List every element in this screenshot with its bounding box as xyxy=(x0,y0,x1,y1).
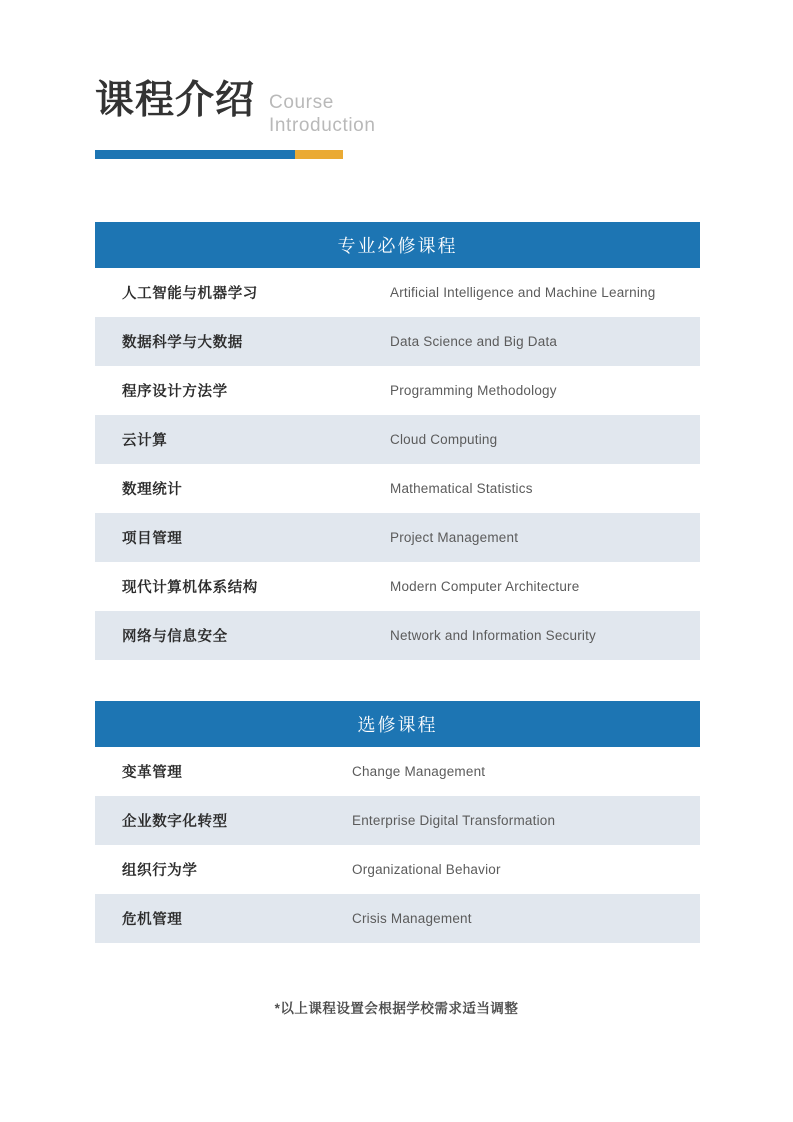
course-name-en: Programming Methodology xyxy=(390,383,557,398)
accent-bar-blue-segment xyxy=(95,150,295,159)
course-name-cn: 数理统计 xyxy=(122,482,183,498)
course-name-cn: 项目管理 xyxy=(122,531,183,547)
page-title-en-line2: Introduction xyxy=(269,115,376,136)
course-row xyxy=(95,747,700,796)
course-name-cn: 网络与信息安全 xyxy=(122,629,228,645)
course-name-en: Change Management xyxy=(352,764,486,779)
course-row xyxy=(95,562,700,611)
footnote-text: *以上课程设置会根据学校需求适当调整 xyxy=(274,1001,519,1016)
elective-courses-table xyxy=(95,701,700,943)
course-name-cn: 云计算 xyxy=(122,433,168,449)
course-name-en: Network and Information Security xyxy=(390,628,596,643)
course-row xyxy=(95,796,700,845)
course-name-cn: 程序设计方法学 xyxy=(122,384,228,400)
course-name-en: Mathematical Statistics xyxy=(390,481,533,496)
course-name-en: Project Management xyxy=(390,530,519,545)
course-name-cn: 现代计算机体系结构 xyxy=(122,580,258,596)
course-name-cn: 人工智能与机器学习 xyxy=(122,286,258,302)
course-name-en: Data Science and Big Data xyxy=(390,334,558,349)
required-courses-table xyxy=(95,222,700,660)
course-row xyxy=(95,894,700,943)
accent-bar-orange-segment xyxy=(295,150,343,159)
section-header-elective: 选修课程 xyxy=(95,701,700,747)
course-name-cn: 企业数字化转型 xyxy=(122,814,228,830)
course-name-cn: 变革管理 xyxy=(122,765,183,781)
course-row xyxy=(95,366,700,415)
required-courses-rows xyxy=(95,268,700,660)
course-name-en: Organizational Behavior xyxy=(352,862,501,877)
course-name-cn: 数据科学与大数据 xyxy=(122,335,243,351)
accent-underline-bar xyxy=(95,150,343,159)
page-title-en xyxy=(269,91,376,137)
course-row xyxy=(95,464,700,513)
course-name-en: Cloud Computing xyxy=(390,432,498,447)
course-name-cn: 危机管理 xyxy=(122,912,183,928)
course-name-en: Modern Computer Architecture xyxy=(390,579,580,594)
section-header-required: 专业必修课程 xyxy=(95,222,700,268)
course-row xyxy=(95,513,700,562)
course-name-en: Artificial Intelligence and Machine Learning xyxy=(390,285,656,300)
header-title-row xyxy=(95,78,705,137)
course-name-cn: 组织行为学 xyxy=(122,863,198,879)
page-header xyxy=(95,78,705,137)
page-title-cn: 课程介绍 xyxy=(95,79,256,122)
course-row xyxy=(95,268,700,317)
elective-courses-rows xyxy=(95,747,700,943)
course-row xyxy=(95,845,700,894)
course-name-en: Crisis Management xyxy=(352,911,472,926)
page-title-en-line1: Course xyxy=(269,92,334,113)
course-name-en: Enterprise Digital Transformation xyxy=(352,813,556,828)
course-row xyxy=(95,611,700,660)
course-row xyxy=(95,317,700,366)
course-row xyxy=(95,415,700,464)
